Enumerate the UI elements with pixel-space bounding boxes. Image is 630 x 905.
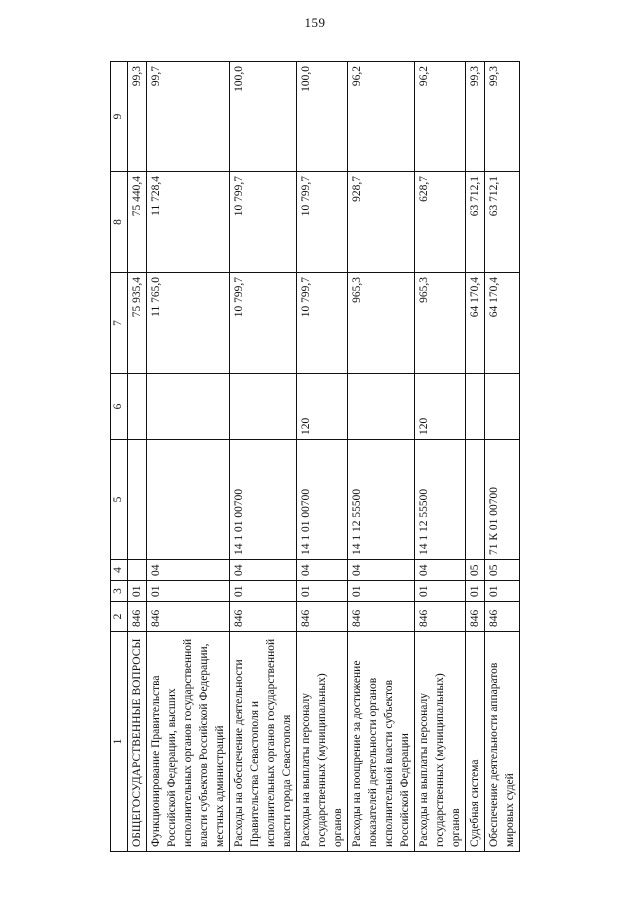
row-section: 01 xyxy=(147,581,230,602)
row-value-8: 11 728,4 xyxy=(147,172,230,273)
column-header: 6 xyxy=(111,374,128,440)
row-value-8: 63 712,1 xyxy=(466,172,485,273)
row-subsection: 04 xyxy=(415,560,466,581)
row-target-item: 14 1 12 55500 xyxy=(415,440,466,560)
row-value-8: 75 440,4 xyxy=(128,172,147,273)
column-header: 4 xyxy=(111,560,128,581)
column-header: 1 xyxy=(111,632,128,852)
row-expense-type xyxy=(466,374,485,440)
row-name: Расходы на выплаты персоналу государственных (муниципальных) органов xyxy=(297,632,348,852)
row-section: 01 xyxy=(297,581,348,602)
row-section: 01 xyxy=(348,581,415,602)
column-header: 9 xyxy=(111,62,128,172)
row-section: 01 xyxy=(415,581,466,602)
row-subsection xyxy=(128,560,147,581)
row-target-item xyxy=(128,440,147,560)
row-name: Функционирование Правительства Российской Федерации, высших исполнительных органов государственной власти субъектов Российской Федерации, местных администраций xyxy=(147,632,230,852)
table-row xyxy=(230,62,297,852)
row-name: Судебная система xyxy=(466,632,485,852)
row-value-7: 64 170,4 xyxy=(485,273,520,374)
row-value-7: 75 935,4 xyxy=(128,273,147,374)
row-name: Расходы на выплаты персоналу государственных (муниципальных) органов xyxy=(415,632,466,852)
column-header: 2 xyxy=(111,602,128,632)
row-value-7: 10 799,7 xyxy=(297,273,348,374)
row-expense-type xyxy=(485,374,520,440)
row-subsection: 04 xyxy=(147,560,230,581)
row-code: 846 xyxy=(147,602,230,632)
column-header: 7 xyxy=(111,273,128,374)
row-value-7: 965,3 xyxy=(348,273,415,374)
row-code: 846 xyxy=(485,602,520,632)
row-code: 846 xyxy=(348,602,415,632)
row-expense-type xyxy=(147,374,230,440)
row-subsection: 05 xyxy=(485,560,520,581)
row-expense-type: 120 xyxy=(415,374,466,440)
row-expense-type xyxy=(348,374,415,440)
table-row xyxy=(348,62,415,852)
row-section: 01 xyxy=(230,581,297,602)
column-header: 3 xyxy=(111,581,128,602)
row-percent: 100,0 xyxy=(230,62,297,172)
row-name: ОБЩЕГОСУДАРСТВЕННЫЕ ВОПРОСЫ xyxy=(128,632,147,852)
row-expense-type xyxy=(230,374,297,440)
row-section: 01 xyxy=(128,581,147,602)
budget-table-container xyxy=(110,62,520,852)
row-target-item: 14 1 01 00700 xyxy=(230,440,297,560)
row-target-item xyxy=(466,440,485,560)
row-value-7: 11 765,0 xyxy=(147,273,230,374)
row-value-8: 10 799,7 xyxy=(230,172,297,273)
row-percent: 96,2 xyxy=(348,62,415,172)
row-subsection: 04 xyxy=(297,560,348,581)
table-row xyxy=(485,62,520,852)
table-row xyxy=(466,62,485,852)
row-percent: 99,3 xyxy=(466,62,485,172)
row-target-item: 71 К 01 00700 xyxy=(485,440,520,560)
table-row xyxy=(297,62,348,852)
row-target-item: 14 1 12 55500 xyxy=(348,440,415,560)
row-expense-type xyxy=(128,374,147,440)
row-subsection: 05 xyxy=(466,560,485,581)
row-value-8: 10 799,7 xyxy=(297,172,348,273)
row-name: Расходы на обеспечение деятельности Правительства Севастополя и исполнительных органов государственной власти города Севастополя xyxy=(230,632,297,852)
row-target-item: 14 1 01 00700 xyxy=(297,440,348,560)
table-row xyxy=(147,62,230,852)
row-percent: 99,3 xyxy=(128,62,147,172)
row-percent: 99,7 xyxy=(147,62,230,172)
row-code: 846 xyxy=(128,602,147,632)
table-header-row xyxy=(111,62,128,852)
row-percent: 99,3 xyxy=(485,62,520,172)
page-number: 159 xyxy=(304,15,326,30)
budget-table xyxy=(110,61,520,852)
table-row xyxy=(128,62,147,852)
row-percent: 100,0 xyxy=(297,62,348,172)
row-section: 01 xyxy=(466,581,485,602)
column-header: 8 xyxy=(111,172,128,273)
row-value-8: 628,7 xyxy=(415,172,466,273)
row-subsection: 04 xyxy=(348,560,415,581)
column-header: 5 xyxy=(111,440,128,560)
row-name: Расходы на поощрение за достижение показателей деятельности органов исполнительной власти субъектов Российской Федерации xyxy=(348,632,415,852)
row-value-7: 965,3 xyxy=(415,273,466,374)
row-subsection: 04 xyxy=(230,560,297,581)
row-target-item xyxy=(147,440,230,560)
row-code: 846 xyxy=(415,602,466,632)
row-code: 846 xyxy=(297,602,348,632)
row-value-8: 928,7 xyxy=(348,172,415,273)
row-percent: 96,2 xyxy=(415,62,466,172)
row-code: 846 xyxy=(230,602,297,632)
row-section: 01 xyxy=(485,581,520,602)
row-name: Обеспечение деятельности аппаратов мировых судей xyxy=(485,632,520,852)
row-code: 846 xyxy=(466,602,485,632)
row-expense-type: 120 xyxy=(297,374,348,440)
row-value-8: 63 712,1 xyxy=(485,172,520,273)
row-value-7: 10 799,7 xyxy=(230,273,297,374)
row-value-7: 64 170,4 xyxy=(466,273,485,374)
table-row xyxy=(415,62,466,852)
